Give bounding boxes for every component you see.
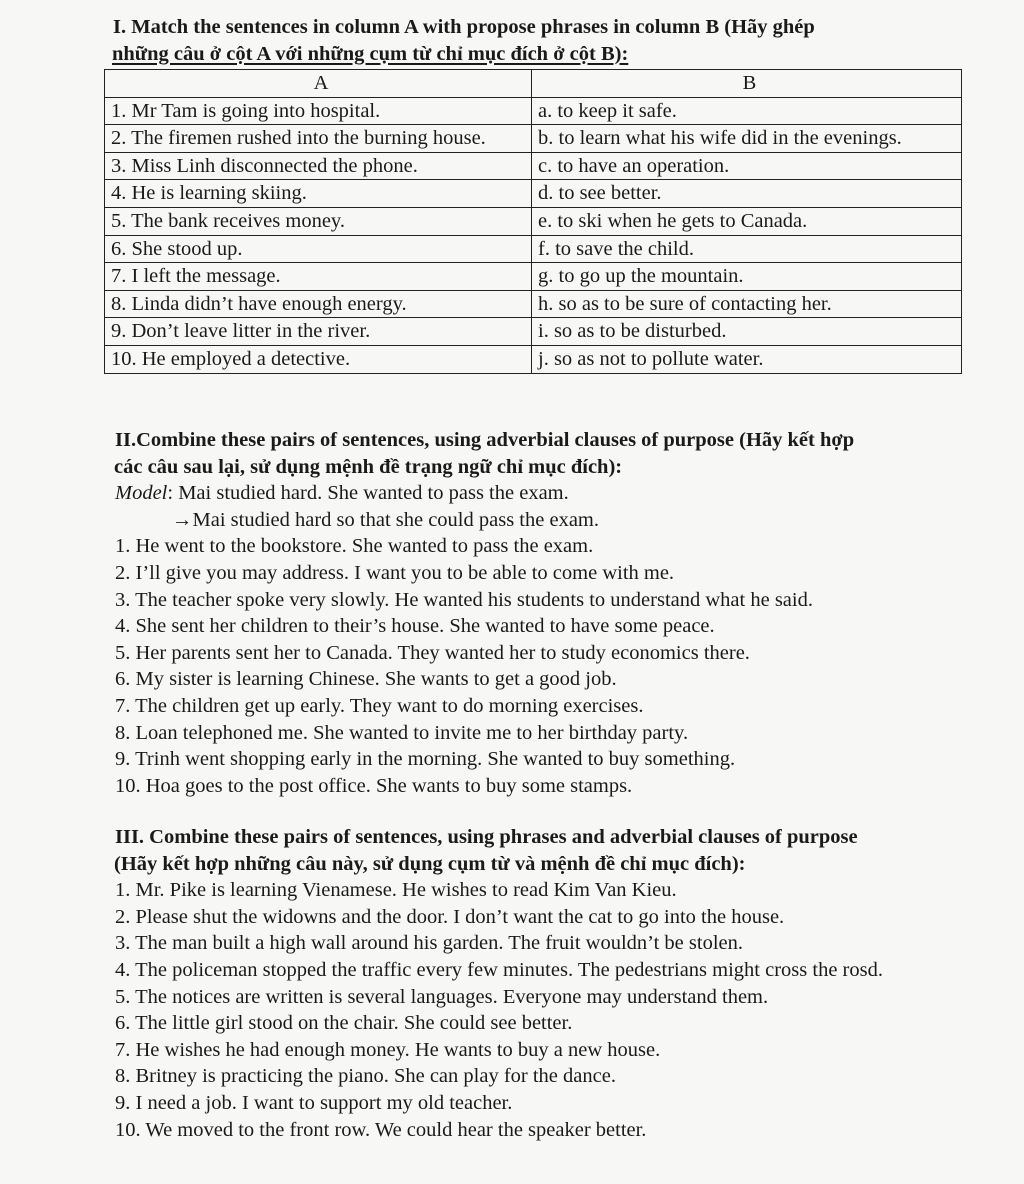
table-row xyxy=(105,263,962,291)
table-header-row xyxy=(105,70,962,98)
cell-a: 1. Mr Tam is going into hospital. xyxy=(105,97,532,125)
list-item: 7. He wishes he had enough money. He wants to buy a new house. xyxy=(115,1038,661,1061)
section-3-title-cont: (Hãy kết hợp những câu này, sử dụng cụm từ và mệnh đề chỉ mục đích): xyxy=(114,852,746,875)
list-item: 5. The notices are written is several languages. Everyone may understand them. xyxy=(115,985,769,1008)
cell-b: i. so as to be disturbed. xyxy=(532,318,962,346)
table-row xyxy=(105,97,962,125)
section-2-list xyxy=(115,533,964,799)
list-item: 3. The teacher spoke very slowly. He wanted his students to understand what he said. xyxy=(115,588,813,611)
section-2 xyxy=(115,427,964,799)
section-1-title-cont: những câu ở cột A với những cụm từ chỉ mục đích ở cột B): xyxy=(112,42,629,65)
table-row xyxy=(105,125,962,153)
list-item: 8. Britney is practicing the piano. She can play for the dance. xyxy=(115,1065,616,1088)
list-item: 6. My sister is learning Chinese. She wants to get a good job. xyxy=(115,668,617,691)
column-b-header: B xyxy=(532,70,962,98)
model-line xyxy=(115,480,964,507)
cell-a: 5. The bank receives money. xyxy=(105,207,532,235)
matching-table xyxy=(104,69,962,374)
table-row xyxy=(105,290,962,318)
cell-b: f. to save the child. xyxy=(532,235,962,263)
cell-b: h. so as to be sure of contacting her. xyxy=(532,290,962,318)
section-2-title: II.Combine these pairs of sentences, using adverbial clauses of purpose (Hãy kết hợp xyxy=(115,429,855,451)
cell-b: d. to see better. xyxy=(532,180,962,208)
list-item: 7. The children get up early. They want to do morning exercises. xyxy=(115,694,644,717)
cell-a: 10. He employed a detective. xyxy=(105,345,532,373)
model-answer: →Mai studied hard so that she could pass the exam. xyxy=(172,508,599,531)
model-label: Model xyxy=(115,482,168,505)
list-item: 5. Her parents sent her to Canada. They wanted her to study economics there. xyxy=(115,641,750,664)
section-2-heading xyxy=(115,427,964,480)
cell-a: 8. Linda didn’t have enough energy. xyxy=(105,290,532,318)
list-item: 6. The little girl stood on the chair. She could see better. xyxy=(115,1012,573,1035)
section-1 xyxy=(113,14,964,67)
cell-a: 4. He is learning skiing. xyxy=(105,180,532,208)
column-a-header: A xyxy=(105,70,532,98)
section-2-title-cont: các câu sau lại, sử dụng mệnh đề trạng ngữ chỉ mục đích): xyxy=(114,455,623,478)
section-1-title: I. Match the sentences in column A with propose phrases in column B (Hãy ghép xyxy=(113,16,815,38)
list-item: 1. He went to the bookstore. She wanted to pass the exam. xyxy=(115,535,594,558)
cell-b: b. to learn what his wife did in the evenings. xyxy=(532,125,962,153)
list-item: 2. Please shut the widowns and the door. I don’t want the cat to go into the house. xyxy=(115,905,785,928)
cell-b: e. to ski when he gets to Canada. xyxy=(532,207,962,235)
list-item: 2. I’ll give you may address. I want you to be able to come with me. xyxy=(115,561,675,584)
table-row xyxy=(105,345,962,373)
list-item: 3. The man built a high wall around his garden. The fruit wouldn’t be stolen. xyxy=(115,932,743,955)
cell-a: 7. I left the message. xyxy=(105,263,532,291)
section-3-list xyxy=(115,877,964,1143)
cell-a: 2. The firemen rushed into the burning house. xyxy=(105,125,532,153)
list-item: 10. Hoa goes to the post office. She wants to buy some stamps. xyxy=(115,774,633,797)
list-item: 1. Mr. Pike is learning Vienamese. He wishes to read Kim Van Kieu. xyxy=(115,879,677,902)
section-3 xyxy=(115,824,964,1143)
section-3-heading xyxy=(115,824,964,877)
list-item: 10. We moved to the front row. We could hear the speaker better. xyxy=(115,1118,647,1141)
table-row xyxy=(105,152,962,180)
list-item: 8. Loan telephoned me. She wanted to invite me to her birthday party. xyxy=(115,721,689,744)
table-row xyxy=(105,207,962,235)
table-row xyxy=(105,180,962,208)
cell-b: a. to keep it safe. xyxy=(532,97,962,125)
list-item: 9. Trinh went shopping early in the morning. She wanted to buy something. xyxy=(115,748,736,771)
list-item: 9. I need a job. I want to support my old teacher. xyxy=(115,1091,513,1114)
section-3-title: III. Combine these pairs of sentences, using phrases and adverbial clauses of purpose xyxy=(115,826,858,848)
section-1-heading xyxy=(113,14,964,67)
cell-a: 6. She stood up. xyxy=(105,235,532,263)
cell-b: g. to go up the mountain. xyxy=(532,263,962,291)
list-item: 4. The policeman stopped the traffic every few minutes. The pedestrians might cross the rosd. xyxy=(115,958,883,981)
cell-a: 3. Miss Linh disconnected the phone. xyxy=(105,152,532,180)
cell-b: j. so as not to pollute water. xyxy=(532,345,962,373)
list-item: 4. She sent her children to their’s house. She wanted to have some peace. xyxy=(115,615,715,638)
cell-a: 9. Don’t leave litter in the river. xyxy=(105,318,532,346)
cell-b: c. to have an operation. xyxy=(532,152,962,180)
model-text: : Mai studied hard. She wanted to pass the exam. xyxy=(167,482,569,505)
table-row xyxy=(105,318,962,346)
table-row xyxy=(105,235,962,263)
